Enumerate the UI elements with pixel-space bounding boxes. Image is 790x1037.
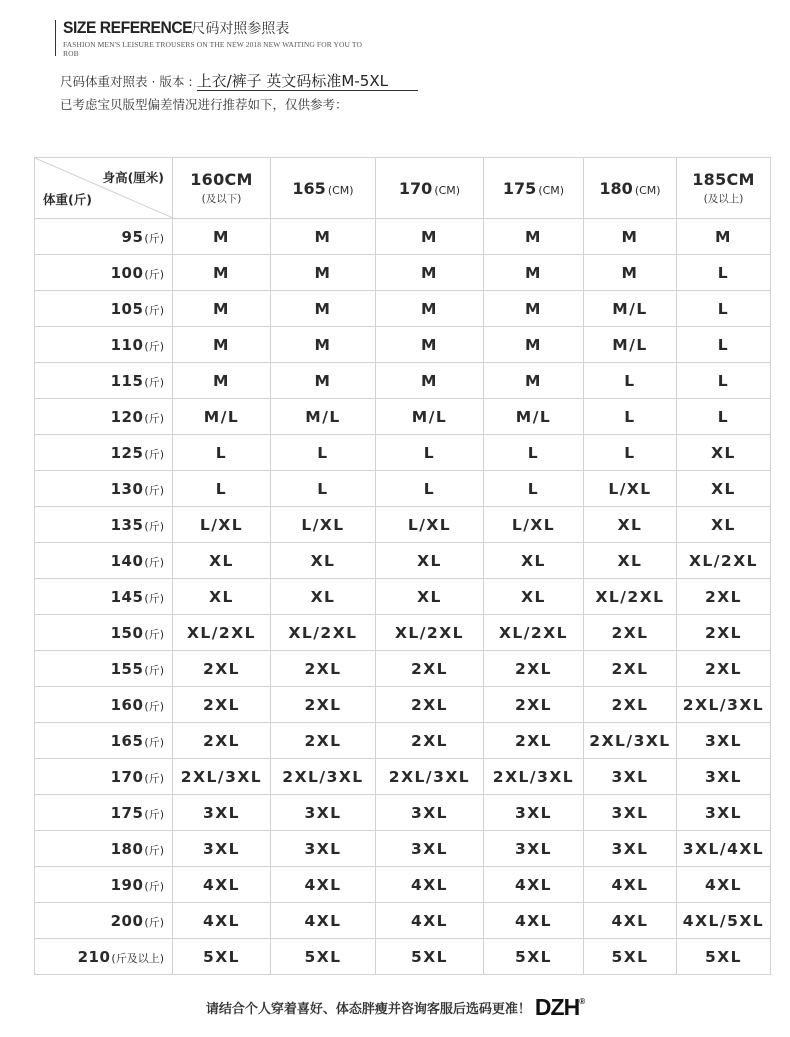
column-header-185	[677, 158, 771, 219]
size-cell: M	[271, 219, 376, 255]
size-cell: M	[173, 363, 271, 399]
size-cell: L	[173, 471, 271, 507]
size-cell: 4XL/5XL	[677, 903, 771, 939]
weight-cell	[35, 939, 173, 975]
size-cell: XL	[484, 543, 584, 579]
size-cell: 3XL	[677, 759, 771, 795]
recommendation-note: 已考虑宝贝版型偏差情况进行推荐如下，仅供参考：	[60, 97, 348, 112]
size-cell: 2XL/3XL	[484, 759, 584, 795]
weight-value: 100	[110, 263, 144, 282]
table-row	[35, 255, 771, 291]
table-row	[35, 651, 771, 687]
column-header-sub: (及以下)	[201, 193, 242, 205]
size-cell: 4XL	[484, 903, 584, 939]
title-chinese: 尺码对照参照表	[191, 21, 290, 37]
size-cell: M/L	[271, 399, 376, 435]
weight-value: 200	[110, 911, 144, 930]
header-subtitle: FASHION MEN'S LEISURE TROUSERS ON THE NEW 2018 NEW WAITING FOR YOU TO ROB	[63, 40, 362, 58]
table-row	[35, 363, 771, 399]
size-cell: XL	[677, 471, 771, 507]
size-cell: 5XL	[584, 939, 677, 975]
size-cell: M/L	[584, 291, 677, 327]
size-cell: 2XL/3XL	[584, 723, 677, 759]
column-header-180	[584, 158, 677, 219]
table-row	[35, 219, 771, 255]
weight-value: 160	[110, 695, 144, 714]
weight-cell	[35, 831, 173, 867]
corner-diagonal-line	[35, 158, 173, 218]
weight-cell	[35, 363, 173, 399]
size-cell: L	[677, 255, 771, 291]
weight-unit: (斤)	[144, 807, 164, 821]
size-cell: 5XL	[677, 939, 771, 975]
size-cell: 3XL	[376, 831, 484, 867]
size-cell: XL	[584, 543, 677, 579]
size-cell: L/XL	[173, 507, 271, 543]
weight-unit: (斤)	[144, 375, 164, 389]
table-row	[35, 723, 771, 759]
size-cell: 2XL	[376, 723, 484, 759]
size-cell: 2XL	[271, 687, 376, 723]
weight-value: 210	[77, 947, 111, 966]
weight-value: 140	[110, 551, 144, 570]
size-cell: M	[271, 291, 376, 327]
size-cell: M	[584, 255, 677, 291]
size-cell: 3XL	[376, 795, 484, 831]
table-row	[35, 831, 771, 867]
size-cell: 3XL	[484, 831, 584, 867]
size-cell: 5XL	[376, 939, 484, 975]
weight-unit: (斤)	[144, 591, 164, 605]
weight-unit: (斤)	[144, 735, 164, 749]
size-cell: XL/2XL	[484, 615, 584, 651]
size-cell: M	[376, 291, 484, 327]
version-value: 上衣/裤子 英文码标准M-5XL	[197, 72, 418, 91]
size-cell: M	[376, 327, 484, 363]
weight-value: 150	[110, 623, 144, 642]
footer	[0, 994, 790, 1021]
size-cell: 5XL	[173, 939, 271, 975]
size-cell: 4XL	[173, 867, 271, 903]
table-body	[35, 219, 771, 975]
size-cell: M	[173, 255, 271, 291]
weight-unit: (斤)	[144, 663, 164, 677]
weight-cell	[35, 399, 173, 435]
size-cell: L	[584, 399, 677, 435]
weight-unit: (斤)	[144, 411, 164, 425]
size-cell: 2XL	[584, 687, 677, 723]
size-table	[34, 157, 771, 975]
size-cell: M	[376, 255, 484, 291]
weight-cell	[35, 795, 173, 831]
size-cell: 4XL	[173, 903, 271, 939]
size-cell: M	[584, 219, 677, 255]
size-cell: XL/2XL	[173, 615, 271, 651]
size-cell: 2XL	[584, 615, 677, 651]
size-cell: L/XL	[484, 507, 584, 543]
weight-cell	[35, 687, 173, 723]
table-row	[35, 291, 771, 327]
brand-registered-mark: ®	[579, 997, 585, 1006]
weight-cell	[35, 543, 173, 579]
weight-cell	[35, 723, 173, 759]
size-cell: 3XL	[173, 831, 271, 867]
size-cell: L	[677, 399, 771, 435]
table-row	[35, 939, 771, 975]
column-header-unit: (CM)	[634, 183, 661, 197]
size-cell: L	[271, 471, 376, 507]
size-cell: 4XL	[271, 867, 376, 903]
table-row	[35, 759, 771, 795]
table-row	[35, 327, 771, 363]
size-cell: 2XL	[677, 579, 771, 615]
size-cell: L	[677, 363, 771, 399]
weight-cell	[35, 903, 173, 939]
size-cell: XL	[173, 579, 271, 615]
header	[55, 16, 415, 58]
size-cell: 4XL	[584, 867, 677, 903]
weight-value: 165	[110, 731, 144, 750]
weight-value: 190	[110, 875, 144, 894]
weight-unit: (斤)	[144, 267, 164, 281]
size-cell: 2XL	[677, 615, 771, 651]
weight-cell	[35, 219, 173, 255]
size-cell: M	[677, 219, 771, 255]
size-cell: M/L	[584, 327, 677, 363]
brand-name: DZH	[534, 994, 580, 1020]
size-cell: 2XL/3XL	[677, 687, 771, 723]
size-cell: 4XL	[376, 867, 484, 903]
weight-value: 120	[110, 407, 144, 426]
size-cell: XL	[271, 579, 376, 615]
header-accent-bar	[55, 20, 56, 56]
title-english: SIZE REFERENCE	[63, 18, 193, 37]
weight-value: 130	[110, 479, 144, 498]
table-row	[35, 687, 771, 723]
size-cell: XL	[677, 507, 771, 543]
size-cell: M	[173, 291, 271, 327]
size-cell: 2XL/3XL	[173, 759, 271, 795]
size-cell: M	[271, 363, 376, 399]
weight-unit: (斤及以上)	[111, 951, 164, 965]
size-cell: L/XL	[271, 507, 376, 543]
size-cell: 4XL	[677, 867, 771, 903]
table-header-row	[35, 158, 771, 219]
size-cell: 2XL	[584, 651, 677, 687]
size-cell: 2XL	[484, 687, 584, 723]
weight-value: 135	[110, 515, 144, 534]
weight-cell	[35, 579, 173, 615]
column-header-unit: (CM)	[327, 183, 354, 197]
weight-value: 95	[121, 227, 144, 246]
weight-value: 145	[110, 587, 144, 606]
table-row	[35, 399, 771, 435]
weight-value: 105	[110, 299, 144, 318]
table-row	[35, 795, 771, 831]
size-cell: L	[677, 291, 771, 327]
size-cell: M	[271, 255, 376, 291]
weight-unit: (斤)	[144, 699, 164, 713]
size-cell: L	[677, 327, 771, 363]
column-header-175	[484, 158, 584, 219]
size-cell: M	[484, 219, 584, 255]
size-cell: XL/2XL	[271, 615, 376, 651]
size-cell: 3XL/4XL	[677, 831, 771, 867]
size-cell: L	[584, 435, 677, 471]
column-header-number: 170	[398, 178, 433, 198]
size-cell: M	[271, 327, 376, 363]
weight-unit: (斤)	[144, 303, 164, 317]
weight-value: 125	[110, 443, 144, 462]
size-cell: 2XL	[484, 723, 584, 759]
size-cell: 3XL	[584, 795, 677, 831]
size-cell: 2XL	[271, 723, 376, 759]
corner-height-label: 身高(厘米)	[102, 170, 164, 185]
weight-value: 170	[110, 767, 144, 786]
weight-cell	[35, 507, 173, 543]
column-header-number: 180	[599, 178, 633, 198]
size-cell: 3XL	[271, 831, 376, 867]
weight-value: 155	[110, 659, 144, 678]
size-cell: 5XL	[484, 939, 584, 975]
size-cell: XL	[376, 543, 484, 579]
size-cell: L	[271, 435, 376, 471]
size-cell: 4XL	[584, 903, 677, 939]
weight-value: 180	[110, 839, 144, 858]
weight-cell	[35, 759, 173, 795]
column-header-165	[271, 158, 376, 219]
size-cell: 3XL	[584, 759, 677, 795]
size-cell: 3XL	[677, 723, 771, 759]
table-row	[35, 543, 771, 579]
size-cell: L/XL	[376, 507, 484, 543]
weight-value: 115	[110, 371, 144, 390]
corner-weight-label: 体重(斤)	[43, 192, 92, 207]
weight-value: 110	[110, 335, 144, 354]
size-cell: 2XL	[173, 651, 271, 687]
version-line	[60, 70, 418, 91]
column-header-sub: (及以上)	[703, 193, 744, 205]
table-row	[35, 507, 771, 543]
size-cell: 4XL	[271, 903, 376, 939]
size-cell: L	[173, 435, 271, 471]
weight-value: 175	[110, 803, 144, 822]
size-cell: L	[484, 435, 584, 471]
column-header-unit: (CM)	[434, 183, 461, 197]
size-cell: 4XL	[376, 903, 484, 939]
size-cell: 3XL	[271, 795, 376, 831]
column-header-unit: (CM)	[538, 183, 565, 197]
column-header-main: 160CM	[190, 170, 253, 189]
size-cell: M	[173, 327, 271, 363]
weight-cell	[35, 651, 173, 687]
column-header-170	[376, 158, 484, 219]
weight-cell	[35, 471, 173, 507]
page-title	[63, 16, 289, 41]
size-cell: 5XL	[271, 939, 376, 975]
size-cell: M	[376, 219, 484, 255]
size-cell: 3XL	[173, 795, 271, 831]
table-row	[35, 615, 771, 651]
table-row	[35, 579, 771, 615]
size-cell: 2XL	[173, 687, 271, 723]
version-label: 尺码体重对照表 · 版本 :	[60, 74, 193, 89]
weight-unit: (斤)	[144, 879, 164, 893]
size-cell: 2XL	[677, 651, 771, 687]
size-cell: 2XL	[271, 651, 376, 687]
weight-unit: (斤)	[144, 843, 164, 857]
size-cell: 3XL	[677, 795, 771, 831]
size-cell: M	[173, 219, 271, 255]
size-cell: XL	[677, 435, 771, 471]
size-cell: 3XL	[484, 795, 584, 831]
table-row	[35, 867, 771, 903]
weight-cell	[35, 291, 173, 327]
table-corner-cell	[35, 158, 173, 219]
size-cell: M/L	[376, 399, 484, 435]
weight-cell	[35, 867, 173, 903]
size-cell: M	[484, 291, 584, 327]
size-cell: XL	[376, 579, 484, 615]
footer-advice-text: 请结合个人穿着喜好、体态胖瘦并咨询客服后选码更准！	[205, 1002, 531, 1017]
weight-unit: (斤)	[144, 231, 164, 245]
column-header-number: 165	[292, 178, 326, 198]
size-cell: XL	[271, 543, 376, 579]
table-row	[35, 435, 771, 471]
size-cell: M	[484, 255, 584, 291]
weight-cell	[35, 615, 173, 651]
column-header-main: 185CM	[692, 170, 755, 189]
size-cell: 2XL/3XL	[376, 759, 484, 795]
size-cell: XL/2XL	[584, 579, 677, 615]
weight-cell	[35, 255, 173, 291]
table-row	[35, 471, 771, 507]
size-cell: 2XL/3XL	[271, 759, 376, 795]
size-cell: M/L	[173, 399, 271, 435]
size-cell: L	[584, 363, 677, 399]
size-cell: 2XL	[376, 687, 484, 723]
weight-unit: (斤)	[144, 519, 164, 533]
size-cell: M/L	[484, 399, 584, 435]
size-cell: M	[484, 363, 584, 399]
size-cell: 2XL	[376, 651, 484, 687]
brand-logo	[535, 994, 584, 1020]
size-cell: XL	[484, 579, 584, 615]
column-header-160	[173, 158, 271, 219]
weight-cell	[35, 327, 173, 363]
weight-unit: (斤)	[144, 447, 164, 461]
table-row	[35, 903, 771, 939]
weight-unit: (斤)	[144, 339, 164, 353]
weight-unit: (斤)	[144, 627, 164, 641]
size-cell: 4XL	[484, 867, 584, 903]
size-cell: M	[484, 327, 584, 363]
size-cell: 2XL	[173, 723, 271, 759]
size-cell: 2XL	[484, 651, 584, 687]
weight-unit: (斤)	[144, 555, 164, 569]
weight-cell	[35, 435, 173, 471]
size-cell: M	[376, 363, 484, 399]
column-header-number: 175	[502, 178, 537, 198]
size-cell: XL	[584, 507, 677, 543]
size-cell: L	[376, 471, 484, 507]
size-cell: L/XL	[584, 471, 677, 507]
weight-unit: (斤)	[144, 483, 164, 497]
size-cell: XL/2XL	[677, 543, 771, 579]
size-cell: XL/2XL	[376, 615, 484, 651]
size-cell: XL	[173, 543, 271, 579]
size-cell: L	[484, 471, 584, 507]
weight-unit: (斤)	[144, 915, 164, 929]
size-cell: 3XL	[584, 831, 677, 867]
size-cell: L	[376, 435, 484, 471]
weight-unit: (斤)	[144, 771, 164, 785]
